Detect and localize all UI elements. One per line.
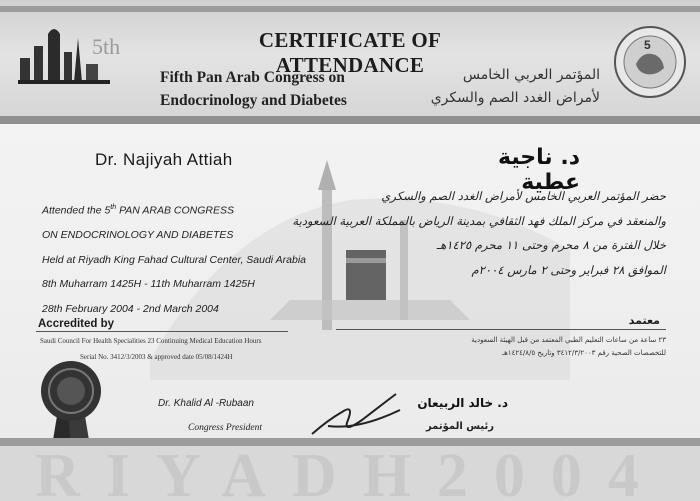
accreditation-detail-en: Saudi Council For Health Specialities 23 Continuing Medical Education Hours xyxy=(40,337,262,345)
recipient-name-en: Dr. Najiyah Attiah xyxy=(95,150,233,169)
signatory-title-en: Congress President xyxy=(188,423,262,433)
attendance-line2: ON ENDOCRINOLOGY AND DIABETES xyxy=(42,229,234,241)
congress-name-en xyxy=(160,66,410,112)
recipient-name-ar: د. ناجية عطية xyxy=(497,145,580,195)
accredited-by-label: Accredited by xyxy=(38,318,115,330)
header-stripe-top xyxy=(0,6,700,12)
accreditation-detail-ar-line2: للتخصصات الصحية رقم ٣٤١٢/٣/٢٠٠٣ وتاريخ ١٤٢٤/٨/٥هـ xyxy=(502,349,666,357)
accredited-underline xyxy=(36,331,288,332)
congress-name-ar-line1: المؤتمر العربي الخامس xyxy=(462,67,600,83)
header-stripe-bottom xyxy=(0,116,700,124)
attendance-ar-line2: والمنعقد في مركز الملك فهد الثقافي بمدينة الرياض بالمملكة العربية السعودية xyxy=(292,213,666,228)
attendance-line1: Attended the 5th PAN ARAB CONGRESS xyxy=(42,204,235,217)
accredited-ar-underline xyxy=(336,329,666,330)
logo-5th-text: 5th xyxy=(92,34,121,59)
signatory-name-en: Dr. Khalid Al -Rubaan xyxy=(158,398,254,409)
congress-name-ar-line2: لأمراض الغدد الصم والسكري xyxy=(430,90,600,106)
congress-name-line2: Endocrinology and Diabetes xyxy=(160,92,347,109)
congress-name-ar xyxy=(395,64,600,110)
certificate-title: CERTIFICATE OF ATTENDANCE xyxy=(258,28,442,77)
accredited-label-ar: معتمد xyxy=(628,314,660,327)
signature-mark-icon xyxy=(308,390,404,440)
riyadh-skyline-logo xyxy=(18,24,128,86)
attendance-text-ar xyxy=(292,184,666,282)
attendance-line4: 8th Muharram 1425H - 11th Muharram 1425H xyxy=(42,278,255,290)
footer-watermark-text: RIYADH2004 xyxy=(35,442,665,501)
accreditation-serial-en: Serial No. 3412/3/2003 & approved date 05/08/1424H xyxy=(80,353,233,361)
attendance-ar-line3: خلال الفترة من ٨ محرم وحتى ١١ محرم ١٤٢٥هـ xyxy=(436,238,666,252)
signatory-title-ar: رئيس المؤتمر xyxy=(425,421,494,432)
attendance-line5: 28th February 2004 - 2nd March 2004 xyxy=(42,302,219,315)
attendance-ar-line1: حضر المؤتمر العربي الخامس لأمراض الغدد الصم والسكري xyxy=(381,189,666,203)
emblem-number: 5 xyxy=(644,38,651,52)
attendance-ar-line4: الموافق ٢٨ فبراير وحتى ٢ مارس ٢٠٠٤م xyxy=(471,262,666,277)
congress-emblem xyxy=(612,24,688,100)
accreditation-detail-ar-line1: ٢٣ ساعة من ساعات التعليم الطبي المعتمد من قبل الهيئة السعودية xyxy=(471,336,666,344)
congress-name-line1: Fifth Pan Arab Congress on xyxy=(160,69,345,86)
attendance-line3: Held at Riyadh King Fahad Cultural Center, Saudi Arabia xyxy=(42,253,307,266)
signatory-name-ar: د. خالد الربيعان xyxy=(417,396,508,410)
